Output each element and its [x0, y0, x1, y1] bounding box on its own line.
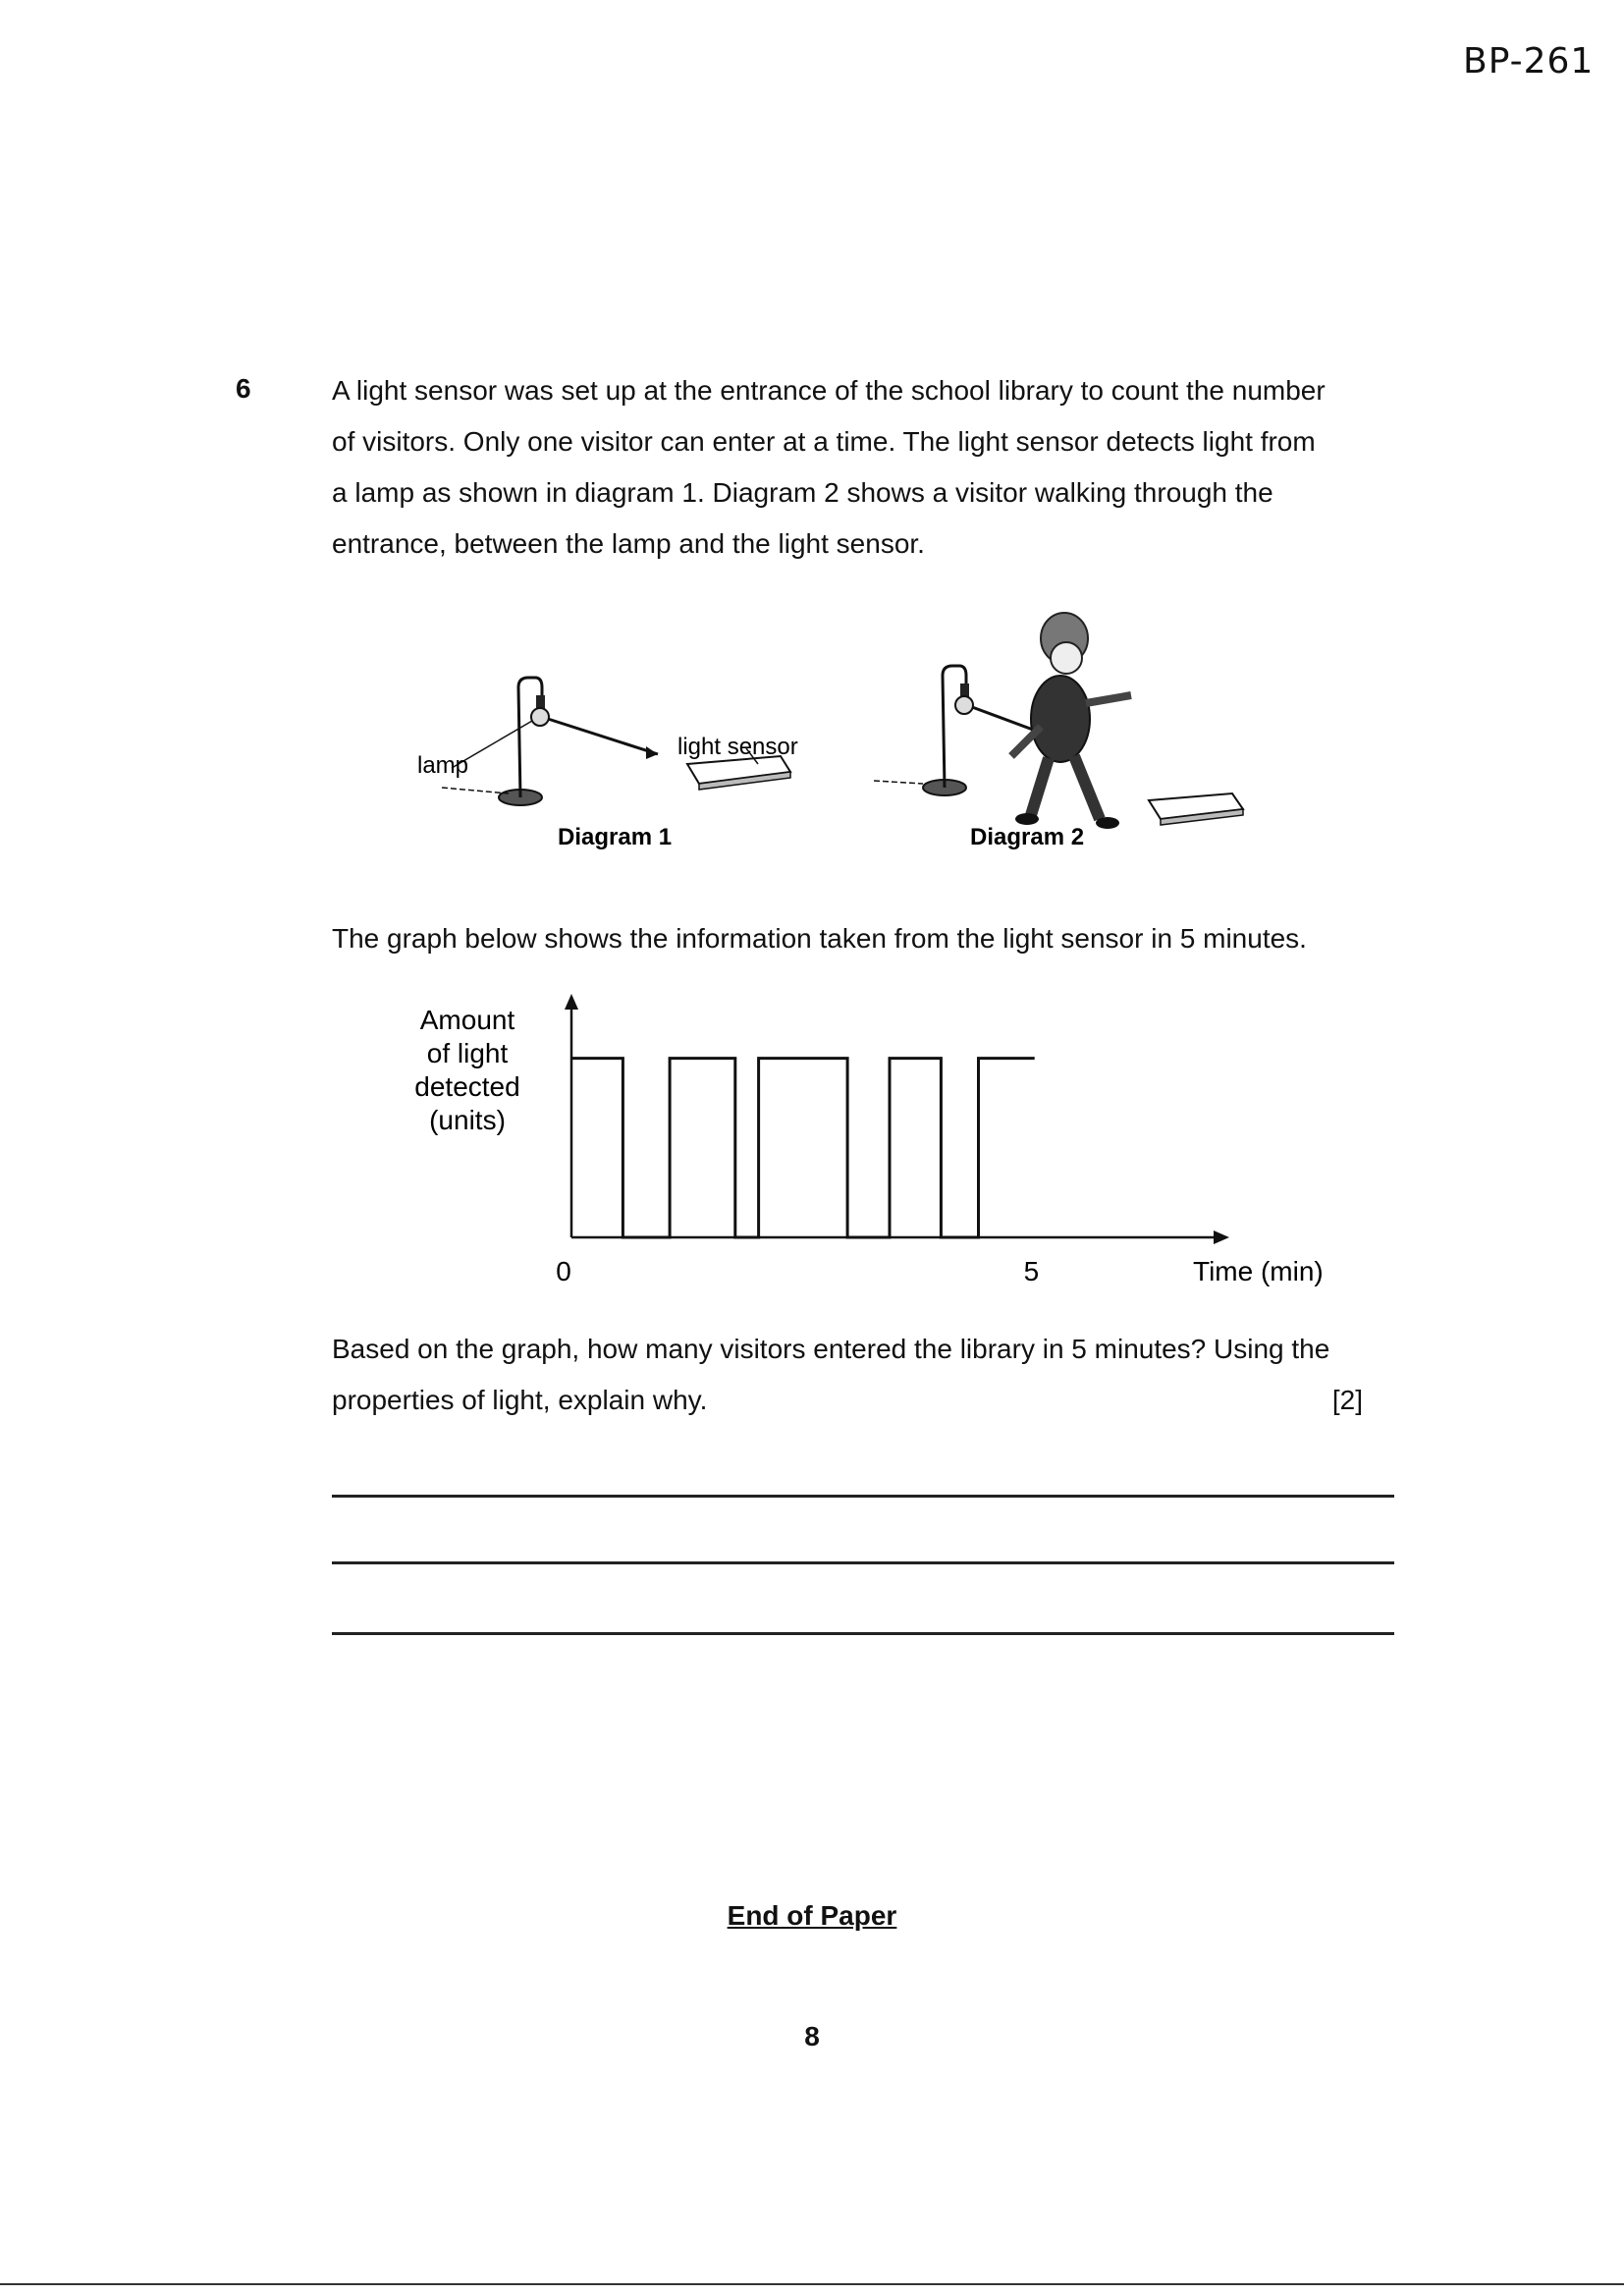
visitor-figure	[1011, 613, 1131, 829]
x-tick-label: 5	[1023, 1256, 1040, 1286]
answer-line-3[interactable]	[332, 1632, 1394, 1635]
light-beam-1	[548, 719, 658, 754]
follow-up-question	[332, 1324, 1402, 1426]
diagram-2-caption: Diagram 2	[970, 824, 1085, 850]
light-graph	[393, 992, 1355, 1306]
lamp-stand-2	[874, 666, 973, 795]
y-axis-label-line: detected	[414, 1071, 520, 1102]
light-sensor-1	[687, 756, 790, 790]
question-text	[332, 365, 1402, 570]
page-number: 8	[804, 2021, 820, 2051]
question-number: 6	[236, 373, 251, 404]
diagrams-figure	[393, 609, 1276, 864]
y-axis-label-line: (units)	[429, 1105, 506, 1135]
marks-label: [2]	[1331, 1385, 1363, 1415]
paper-code: BP-261	[1463, 41, 1595, 82]
y-axis-label	[414, 1005, 519, 1135]
signal-line	[571, 1059, 1035, 1237]
x-axis-arrow	[1214, 1230, 1229, 1244]
x-tick-label: 0	[556, 1256, 571, 1286]
light-sensor-2	[1149, 793, 1243, 825]
light-sensor-label: light sensor	[677, 734, 798, 760]
follow-up-line-2-row	[332, 1375, 1363, 1426]
diagram-1-caption: Diagram 1	[558, 824, 673, 850]
question-line: entrance, between the lamp and the light sensor.	[332, 528, 925, 559]
graph-intro: The graph below shows the information taken from the light sensor in 5 minutes.	[332, 923, 1307, 954]
y-axis-arrow	[565, 994, 578, 1010]
answer-line-2[interactable]	[332, 1561, 1394, 1564]
question-line: of visitors. Only one visitor can enter at a time. The light sensor detects light from	[332, 426, 1316, 457]
y-axis-label-line: Amount	[419, 1005, 515, 1035]
lamp-stand-1	[499, 678, 549, 805]
diagram-2	[874, 613, 1243, 850]
x-axis-label: Time (min)	[1193, 1256, 1324, 1286]
follow-up-line-1: Based on the graph, how many visitors entered the library in 5 minutes? Using the	[332, 1334, 1330, 1364]
bottom-rule	[0, 2283, 1624, 2285]
diagram-1	[417, 678, 798, 850]
question-line: a lamp as shown in diagram 1. Diagram 2 shows a visitor walking through the	[332, 477, 1273, 508]
follow-up-line-2: properties of light, explain why.	[332, 1385, 708, 1415]
lamp-label: lamp	[417, 752, 469, 779]
question-line: A light sensor was set up at the entrance of the school library to count the number	[332, 375, 1326, 406]
end-of-paper: End of Paper	[727, 1900, 897, 1931]
answer-line-1[interactable]	[332, 1495, 1394, 1498]
y-axis-label-line: of light	[426, 1038, 509, 1068]
